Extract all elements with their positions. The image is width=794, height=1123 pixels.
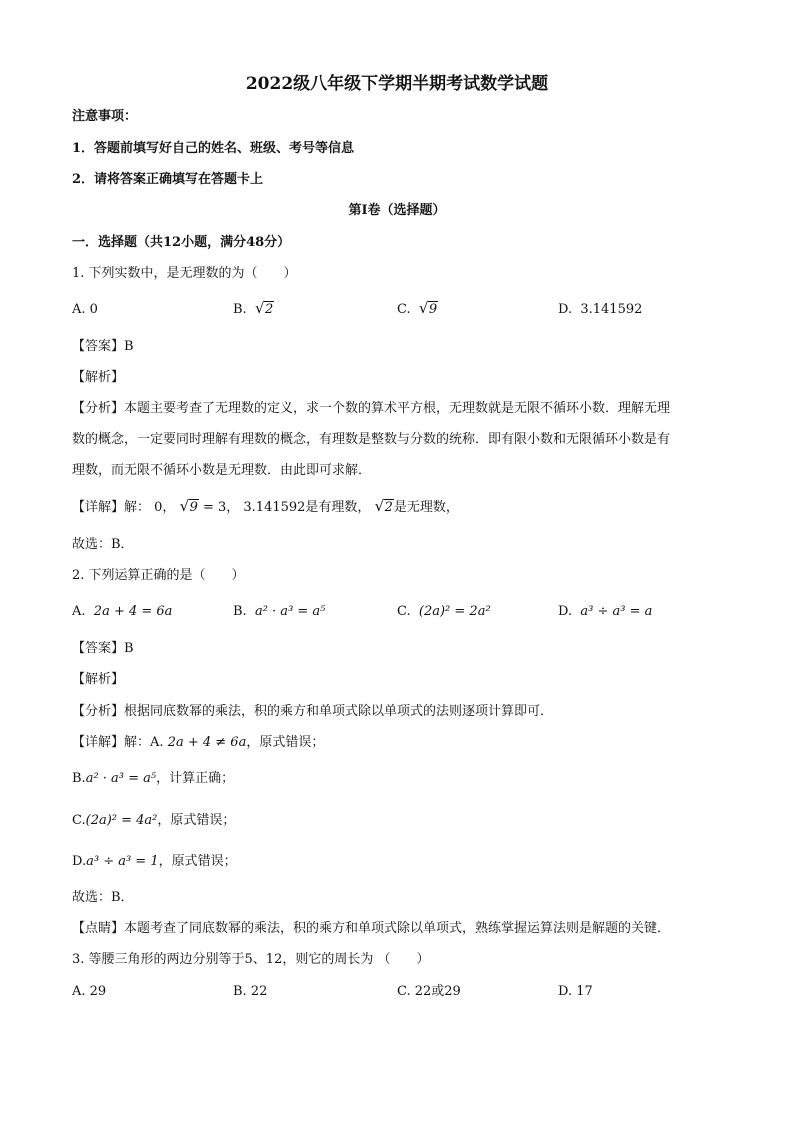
- detail-text: = 3， 3.141592是有理数，: [198, 500, 371, 515]
- q2-option-b: [233, 603, 325, 621]
- detail-text: D.: [72, 854, 87, 869]
- q3-stem: 3. 等腰三角形的两边分别等于5、12，则它的周长为 （ ）: [72, 952, 430, 967]
- math-expression: a³ ÷ a³ = 1: [86, 854, 159, 869]
- q1-fenxi-line1: [72, 400, 670, 418]
- radicand: 9: [428, 302, 438, 317]
- option-label: D.: [558, 302, 573, 317]
- answer-value: B: [124, 641, 134, 656]
- sqrt-expression: √ 2: [374, 497, 393, 515]
- q2-conclusion: 故选：B．: [72, 890, 134, 905]
- radicand: 9: [189, 500, 198, 515]
- detail-text: 解： 0，: [124, 500, 176, 515]
- q1-option-c: [397, 301, 438, 319]
- q2-answer: [72, 640, 134, 658]
- section-title: 一．选择题（共12小题，满分48分）: [72, 235, 291, 250]
- q2-option-c: [397, 603, 491, 621]
- option-label: B.: [233, 604, 247, 619]
- q1-option-b: [233, 301, 274, 319]
- q1-stem: 1. 下列实数中，是无理数的为（ ）: [72, 266, 297, 281]
- fenxi-text: 根据同底数幂的乘法，积的乘方和单项式除以单项式的法则逐项计算即可．: [124, 704, 554, 719]
- q2-detail-b: [72, 770, 234, 788]
- math-expression: a² · a³ = a⁵: [85, 771, 157, 786]
- answer-value: B: [124, 339, 134, 354]
- sqrt-expression: √ 9: [179, 497, 198, 515]
- radicand: 2: [384, 500, 393, 515]
- q2-option-d: [558, 603, 652, 621]
- q2-fenxi: [72, 703, 553, 721]
- detail-text: ，原式错误；: [246, 735, 325, 750]
- option-value: 0: [89, 302, 98, 317]
- q3-option-d: D. 17: [558, 984, 593, 999]
- q2-detail-a: [72, 734, 324, 752]
- math-expression: 2a + 4 ≠ 6a: [167, 735, 247, 750]
- math-expression: 2a + 4 = 6a: [93, 604, 173, 619]
- q1-answer: [72, 338, 134, 356]
- q3-option-a: A. 29: [72, 984, 107, 999]
- option-label: A.: [72, 604, 86, 619]
- q1-option-d: [558, 301, 642, 319]
- answer-tag: 【答案】: [72, 339, 125, 354]
- detail-text: 是无理数，: [393, 500, 459, 515]
- detail-text: B.: [72, 771, 86, 786]
- detail-text: 解：A.: [124, 735, 164, 750]
- dianjing-tag: 【点睛】: [72, 921, 125, 936]
- notice-heading: 注意事项：: [72, 109, 138, 124]
- math-expression: a³ ÷ a³ = a: [580, 604, 653, 619]
- q1-conclusion: 故选：B．: [72, 537, 134, 552]
- q1-fenxi-line2: 数的概念，一定要同时理解有理数的概念，有理数是整数与分数的统称．即有限小数和无限循环小数是有: [72, 432, 671, 447]
- q2-option-a: [72, 603, 172, 621]
- q2-analysis-tag: 【解析】: [72, 672, 125, 687]
- option-label: C.: [397, 604, 411, 619]
- q1-detail: [72, 499, 459, 517]
- answer-tag: 【答案】: [72, 641, 125, 656]
- detail-text: ，计算正确；: [156, 771, 235, 786]
- math-expression: (2a)² = 2a²: [418, 604, 491, 619]
- math-expression: (2a)² = 4a²: [85, 813, 158, 828]
- sqrt-expression: √ 2: [254, 299, 274, 317]
- detail-tag: 【详解】: [72, 500, 125, 515]
- detail-text: C.: [72, 813, 86, 828]
- q1-analysis-tag: 【解析】: [72, 370, 125, 385]
- option-value: 3.141592: [580, 302, 643, 317]
- option-label: A.: [72, 302, 86, 317]
- detail-text: ，原式错误；: [157, 813, 236, 828]
- fenxi-tag: 【分析】: [72, 401, 125, 416]
- fenxi-tag: 【分析】: [72, 704, 125, 719]
- option-label: B.: [233, 302, 247, 317]
- option-label: C.: [397, 302, 411, 317]
- q2-dianjing: [72, 920, 670, 938]
- q3-option-c: C. 22或29: [397, 984, 461, 999]
- radicand: 2: [264, 302, 274, 317]
- notice-item-1: 1．答题前填写好自己的姓名、班级、考号等信息: [72, 141, 355, 156]
- option-label: D.: [558, 604, 573, 619]
- detail-text: ，原式错误；: [158, 854, 237, 869]
- notice-item-2: 2．请将答案正确填写在答题卡上: [72, 172, 264, 187]
- math-expression: a² · a³ = a⁵: [254, 604, 326, 619]
- detail-tag: 【详解】: [72, 735, 125, 750]
- volume-title: 第I卷（选择题）: [348, 203, 446, 218]
- q1-option-a: [72, 301, 98, 319]
- dianjing-text: 本题考查了同底数幂的乘法，积的乘方和单项式除以单项式，熟练掌握运算法则是解题的关键．: [124, 921, 671, 936]
- q2-detail-c: [72, 812, 235, 830]
- page-title: 2022级八年级下学期半期考试数学试题: [245, 74, 549, 94]
- sqrt-expression: √ 9: [418, 299, 438, 317]
- fenxi-text: 本题主要考查了无理数的定义，求一个数的算术平方根，无理数就是无限不循环小数．理解无理: [124, 401, 671, 416]
- q2-stem: 2. 下列运算正确的是（ ）: [72, 568, 245, 583]
- q3-option-b: B. 22: [233, 984, 268, 999]
- q2-detail-d: [72, 853, 237, 871]
- q1-fenxi-line3: 理数，而无限不循环小数是无理数．由此即可求解．: [72, 463, 372, 478]
